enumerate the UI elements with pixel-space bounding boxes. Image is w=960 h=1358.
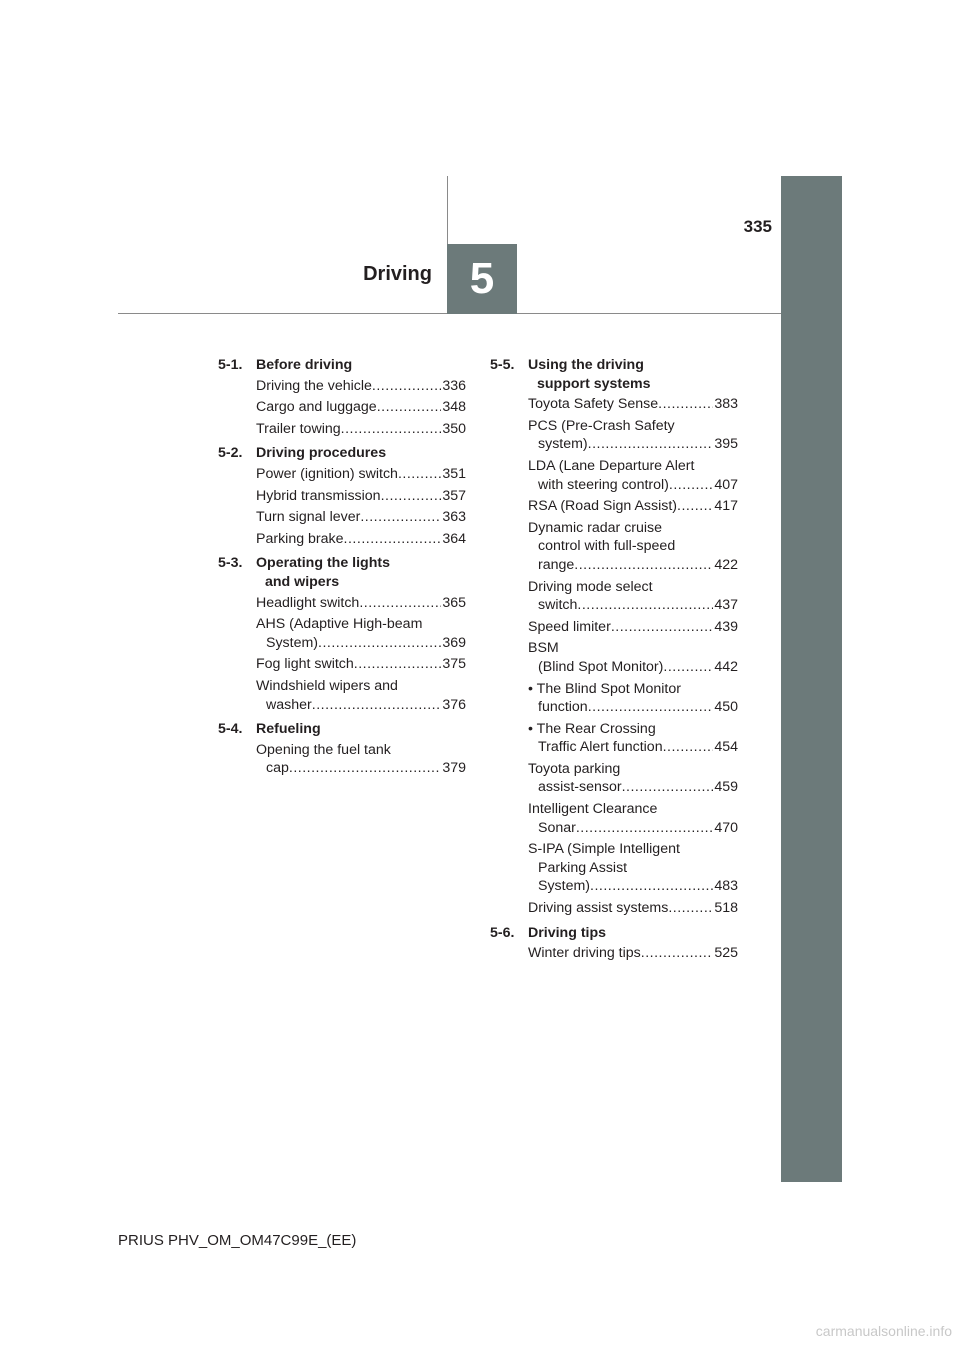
entry-line	[528, 899, 738, 918]
toc-entry-link[interactable]	[528, 457, 738, 494]
entry-text: Turn signal lever	[256, 509, 361, 526]
entry-text: cap	[266, 760, 289, 777]
section-title-line: Operating the lights	[256, 555, 390, 572]
entry-text: function	[538, 699, 588, 716]
entry-line	[528, 877, 738, 896]
entry-text: S-IPA (Simple Intelligent	[528, 841, 680, 858]
toc-entry-link[interactable]	[256, 487, 466, 506]
entry-text: Hybrid transmission	[256, 487, 381, 504]
entry-text: Dynamic radar cruise	[528, 519, 663, 536]
entry-line	[528, 497, 738, 516]
entry-page-number: 442	[714, 658, 738, 675]
entry-text: Sonar	[538, 819, 576, 836]
entry-line	[528, 639, 738, 658]
entry-page-number: 407	[714, 476, 738, 493]
entry-page-number: 364	[442, 530, 466, 547]
section-heading	[218, 720, 478, 739]
entry-text: Opening the fuel tank	[256, 741, 391, 758]
entry-page-number: 395	[714, 436, 738, 453]
chapter-title: Driving	[363, 263, 432, 285]
section-number: 5-3.	[218, 555, 243, 572]
toc-entry-link[interactable]	[256, 677, 466, 714]
dot-leader	[312, 696, 442, 715]
toc-entry-link[interactable]	[256, 508, 466, 527]
entry-page-number: 422	[714, 556, 738, 573]
entry-text: Driving assist systems	[528, 900, 669, 917]
entry-text: washer	[266, 696, 312, 713]
entry-text: PCS (Pre-Crash Safety	[528, 417, 675, 434]
section-heading	[218, 356, 478, 375]
toc-section	[218, 720, 478, 778]
dot-leader	[611, 618, 714, 637]
toc-entry-link[interactable]	[528, 618, 738, 637]
toc-entry-link[interactable]	[256, 615, 466, 652]
toc-entry-link[interactable]	[528, 395, 738, 414]
entry-line	[528, 457, 738, 476]
entry-page-number: 417	[714, 498, 738, 515]
toc-entry-link[interactable]	[528, 680, 738, 717]
entry-line	[528, 698, 738, 717]
dot-leader	[668, 899, 713, 918]
document-footer: PRIUS PHV_OM_OM47C99E_(EE)	[118, 1232, 357, 1249]
dot-leader	[669, 476, 713, 495]
entry-line	[256, 655, 466, 674]
dot-leader	[576, 819, 713, 838]
section-number: 5-5.	[490, 357, 515, 373]
entry-page-number: 383	[714, 396, 738, 413]
dot-leader	[641, 944, 714, 963]
entry-line	[528, 435, 738, 454]
chapter-side-tab	[781, 176, 842, 1182]
toc-section	[218, 444, 478, 548]
entry-line	[528, 760, 738, 779]
toc-entry-link[interactable]	[256, 377, 466, 396]
section-title	[256, 720, 478, 739]
toc-entry-link[interactable]	[528, 578, 738, 615]
toc-section	[490, 356, 750, 918]
entry-line	[528, 618, 738, 637]
toc-entry-link[interactable]	[528, 944, 738, 963]
entry-text: Toyota parking	[528, 760, 621, 777]
entry-line	[528, 578, 738, 597]
entry-line	[528, 395, 738, 414]
entry-line	[528, 417, 738, 436]
entry-text: Toyota Safety Sense	[528, 396, 659, 413]
entry-line	[528, 778, 738, 797]
toc-entry-link[interactable]	[528, 760, 738, 797]
entry-line	[256, 696, 466, 715]
entry-text: control with full-speed	[538, 538, 676, 555]
entry-text: switch	[538, 597, 578, 614]
toc-entry-link[interactable]	[528, 639, 738, 676]
toc-entry-link[interactable]	[528, 720, 738, 757]
toc-entry-link[interactable]	[528, 899, 738, 918]
dot-leader	[622, 778, 714, 797]
entry-text: range	[538, 556, 575, 573]
entry-line	[528, 680, 738, 699]
entry-page-number: 351	[442, 465, 466, 482]
entry-page-number: 376	[442, 696, 466, 713]
dot-leader	[588, 435, 714, 454]
entry-text: Winter driving tips	[528, 945, 641, 962]
entry-line	[528, 738, 738, 757]
entry-text: Speed limiter	[528, 618, 611, 635]
entry-line	[528, 596, 738, 615]
entry-line	[528, 658, 738, 677]
entry-text: Trailer towing	[256, 420, 341, 437]
entry-line	[256, 398, 466, 417]
section-title-line: Driving tips	[528, 924, 607, 941]
entry-line	[528, 519, 738, 538]
entry-line	[256, 465, 466, 484]
entry-page-number: 350	[442, 420, 466, 437]
dot-leader	[381, 487, 442, 506]
entry-line	[256, 377, 466, 396]
section-title-line: Refueling	[256, 721, 321, 738]
entry-page-number: 369	[442, 634, 466, 651]
entry-line	[256, 508, 466, 527]
entry-text: System)	[538, 878, 591, 895]
entry-text: • The Blind Spot Monitor	[528, 680, 681, 697]
section-number: 5-2.	[218, 445, 243, 462]
entry-text: Cargo and luggage	[256, 399, 377, 416]
chapter-number-box	[447, 244, 517, 314]
section-title	[256, 356, 478, 375]
toc-entry-link[interactable]	[256, 741, 466, 778]
entry-page-number: 336	[442, 377, 466, 394]
entry-page-number: 348	[442, 399, 466, 416]
section-title-line: Using the driving	[528, 357, 644, 373]
entry-text: system)	[538, 436, 588, 453]
entry-page-number: 483	[714, 878, 738, 895]
entry-text: assist-sensor	[538, 779, 622, 796]
entry-text: (Blind Spot Monitor)	[538, 658, 664, 675]
entry-text: AHS (Adaptive High-beam	[256, 616, 423, 633]
toc-section	[490, 924, 750, 963]
entry-line	[528, 819, 738, 838]
entry-page-number: 379	[442, 760, 466, 777]
entry-page-number: 357	[442, 487, 466, 504]
section-title-line: support systems	[537, 375, 651, 392]
entry-line	[528, 720, 738, 739]
dot-leader	[318, 634, 441, 653]
toc-entry-link[interactable]	[256, 465, 466, 484]
entry-text: Driving mode select	[528, 578, 653, 595]
entry-text: Fog light switch	[256, 656, 354, 673]
entry-text: Windshield wipers and	[256, 677, 398, 694]
entry-line	[528, 859, 738, 878]
entry-page-number: 454	[714, 739, 738, 756]
dot-leader	[289, 759, 441, 778]
entry-page-number: 525	[714, 945, 738, 962]
entry-line	[528, 476, 738, 495]
section-title	[528, 924, 750, 943]
section-heading	[490, 924, 750, 943]
dot-leader	[677, 497, 713, 516]
entry-text: • The Rear Crossing	[528, 720, 656, 737]
dot-leader	[574, 556, 713, 575]
entry-line	[256, 594, 466, 613]
dot-leader	[663, 658, 713, 677]
entry-line	[528, 800, 738, 819]
entry-line	[528, 840, 738, 859]
entry-page-number: 375	[442, 656, 466, 673]
entry-line	[528, 944, 738, 963]
entry-line	[256, 741, 466, 760]
dot-leader	[590, 877, 713, 896]
entry-text: with steering control)	[538, 476, 669, 493]
dot-leader	[377, 398, 442, 417]
section-number: 5-1.	[218, 357, 243, 373]
entry-text: Headlight switch	[256, 594, 360, 611]
entry-text: RSA (Road Sign Assist)	[528, 498, 678, 515]
dot-leader	[341, 420, 442, 439]
toc-entry-link[interactable]	[528, 497, 738, 516]
toc-entry-link[interactable]	[256, 398, 466, 417]
section-title-line: Before driving	[256, 357, 353, 373]
toc-entry-link[interactable]	[528, 840, 738, 896]
section-heading	[218, 444, 478, 463]
section-number: 5-4.	[218, 721, 243, 738]
entry-page-number: 459	[714, 779, 738, 796]
dot-leader	[398, 465, 441, 484]
dot-leader	[360, 508, 441, 527]
toc-entry-link[interactable]	[528, 417, 738, 454]
entry-line	[256, 420, 466, 439]
toc-left-column	[218, 356, 478, 784]
section-title-line: and wipers	[265, 573, 340, 590]
dot-leader	[588, 698, 714, 717]
toc-entry-link[interactable]	[256, 530, 466, 549]
section-title	[256, 554, 478, 591]
entry-page-number: 470	[714, 819, 738, 836]
header-vertical-rule	[447, 176, 448, 244]
entry-line	[256, 759, 466, 778]
section-title	[256, 444, 478, 463]
entry-text: LDA (Lane Departure Alert	[528, 457, 695, 474]
dot-leader	[372, 377, 441, 396]
entry-page-number: 450	[714, 699, 738, 716]
dot-leader	[354, 655, 442, 674]
section-title-line: Driving procedures	[256, 445, 387, 462]
entry-line	[528, 537, 738, 556]
entry-text: BSM	[528, 640, 559, 657]
entry-line	[528, 556, 738, 575]
entry-page-number: 439	[714, 618, 738, 635]
toc-section	[218, 554, 478, 714]
entry-line	[256, 487, 466, 506]
toc-right-column	[490, 356, 750, 969]
section-heading	[218, 554, 478, 591]
entry-line	[256, 634, 466, 653]
toc-entry-link[interactable]	[256, 420, 466, 439]
chapter-number: 5	[469, 254, 495, 303]
entry-text: Power (ignition) switch	[256, 465, 398, 482]
toc-entry-link[interactable]	[256, 594, 466, 613]
entry-page-number: 363	[442, 509, 466, 526]
entry-text: System)	[266, 634, 319, 651]
entry-text: Intelligent Clearance	[528, 801, 658, 818]
watermark: carmanualsonline.info	[815, 1323, 952, 1339]
dot-leader	[577, 596, 713, 615]
page-number: 335	[743, 217, 772, 236]
dot-leader	[663, 738, 714, 757]
entry-text: Driving the vehicle	[256, 377, 372, 394]
entry-text: Parking brake	[256, 530, 344, 547]
entry-line	[256, 615, 466, 634]
entry-line	[256, 530, 466, 549]
dot-leader	[344, 530, 442, 549]
section-heading	[490, 356, 750, 393]
section-number: 5-6.	[490, 924, 515, 941]
toc-section	[218, 356, 478, 438]
dot-leader	[359, 594, 441, 613]
entry-page-number: 437	[714, 597, 738, 614]
toc-entry-link[interactable]	[528, 519, 738, 575]
entry-page-number: 518	[714, 900, 738, 917]
entry-line	[256, 677, 466, 696]
entry-text: Traffic Alert function	[538, 739, 663, 756]
entry-page-number: 365	[442, 594, 466, 611]
entry-text: Parking Assist	[538, 859, 628, 876]
toc-entry-link[interactable]	[528, 800, 738, 837]
dot-leader	[658, 395, 713, 414]
section-title	[528, 356, 750, 393]
toc-entry-link[interactable]	[256, 655, 466, 674]
